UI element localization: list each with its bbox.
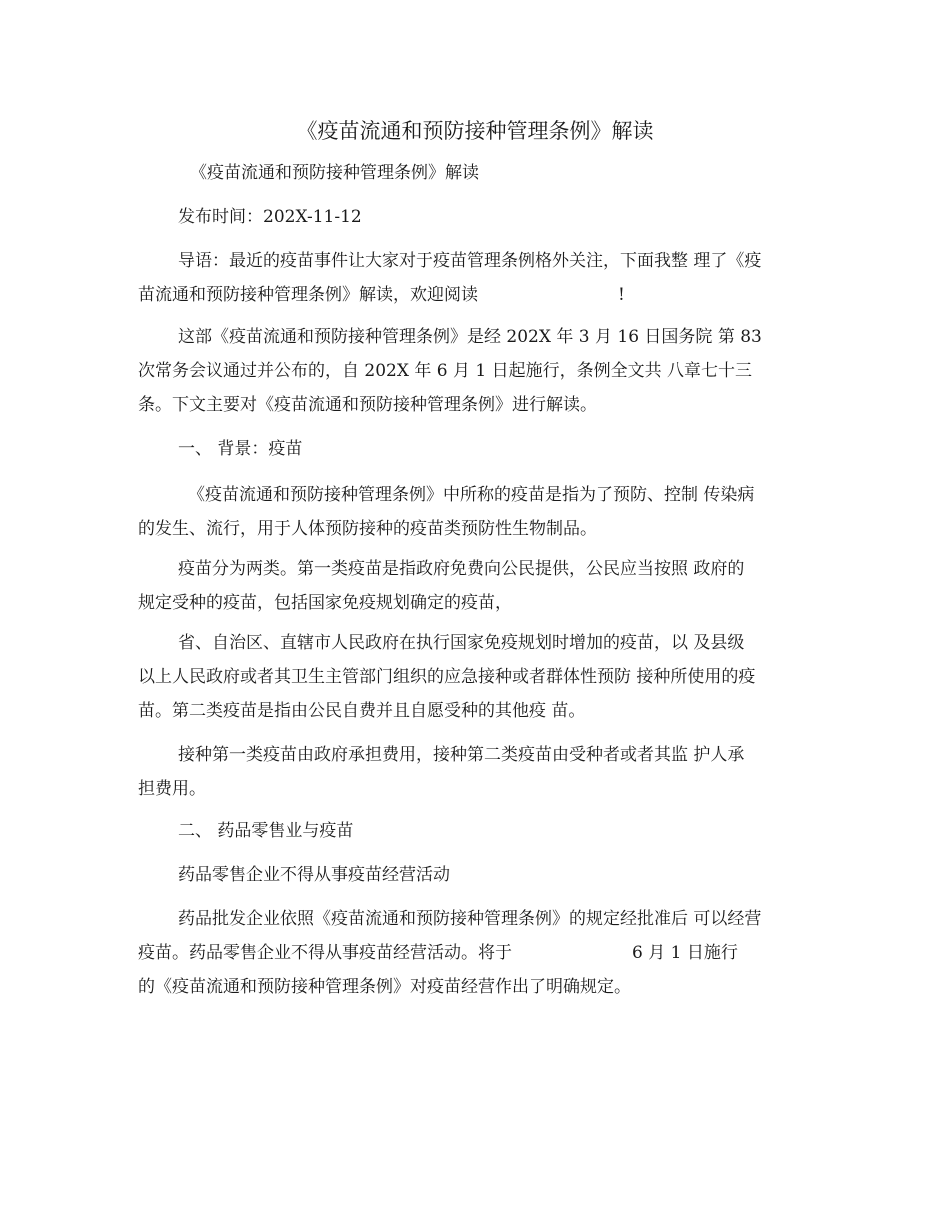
paragraph-7-line-2-end: 6 月 1 日施行 <box>632 943 738 963</box>
paragraph-7-line-2-text: 疫苗。药品零售企业不得从事疫苗经营活动。将于 <box>138 943 512 963</box>
paragraph-2-line-1: 《疫苗流通和预防接种管理条例》中所称的疫苗是指为了预防、控制 传染病 <box>188 485 755 505</box>
intro-exclamation: ! <box>618 285 625 305</box>
intro-paragraph <box>138 244 810 312</box>
paragraph-2-line-2: 的发生、流行，用于人体预防接种的疫苗类预防性生物制品。 <box>138 519 597 539</box>
paragraph-5 <box>138 738 810 806</box>
section-1-heading <box>138 432 810 466</box>
publish-time <box>138 200 810 234</box>
document-subtitle <box>138 156 810 190</box>
paragraph-1-line-1: 这部《疫苗流通和预防接种管理条例》是经 202X 年 3 月 16 日国务院 第 83 <box>178 327 762 347</box>
paragraph-3 <box>138 552 810 620</box>
intro-line-1: 导语：最近的疫苗事件让大家对于疫苗管理条例格外关注，下面我整 理了《疫 <box>178 251 762 271</box>
section-2-heading <box>138 814 810 848</box>
subtitle-line: 《疫苗流通和预防接种管理条例》解读 <box>190 163 479 183</box>
paragraph-7-line-3: 的《疫苗流通和预防接种管理条例》对疫苗经营作出了明确规定。 <box>138 977 631 997</box>
paragraph-5-line-1: 接种第一类疫苗由政府承担费用，接种第二类疫苗由受种者或者其监 护人承 <box>178 745 745 765</box>
paragraph-1-line-3: 条。下文主要对《疫苗流通和预防接种管理条例》进行解读。 <box>138 395 597 415</box>
paragraph-4-line-1: 省、自治区、直辖市人民政府在执行国家免疫规划时增加的疫苗，以 及县级 <box>178 633 745 653</box>
paragraph-7-line-2 <box>138 936 810 970</box>
paragraph-7 <box>138 902 810 1004</box>
paragraph-1-line-2: 次常务会议通过并公布的，自 202X 年 6 月 1 日起施行，条例全文共 八章七十三 <box>138 361 753 381</box>
paragraph-4 <box>138 626 810 728</box>
intro-line-2-text: 苗流通和预防接种管理条例》解读，欢迎阅读 <box>138 285 478 305</box>
paragraph-5-line-2: 担费用。 <box>138 779 206 799</box>
paragraph-4-line-3: 苗。第二类疫苗是指由公民自费并且自愿受种的其他疫 苗。 <box>138 701 586 721</box>
paragraph-3-line-2: 规定受种的疫苗，包括国家免疫规划确定的疫苗， <box>138 593 512 613</box>
section-1-heading-text: 一、 背景：疫苗 <box>178 439 303 459</box>
paragraph-3-line-1: 疫苗分为两类。第一类疫苗是指政府免费向公民提供，公民应当按照 政府的 <box>178 559 745 579</box>
publish-time-line: 发布时间：202X-11-12 <box>178 207 362 227</box>
paragraph-6 <box>138 858 810 892</box>
document-title: 《疫苗流通和预防接种管理条例》解读 <box>296 119 654 143</box>
paragraph-6-line: 药品零售企业不得从事疫苗经营活动 <box>178 865 450 885</box>
paragraph-1 <box>138 320 810 422</box>
paragraph-2 <box>138 478 810 546</box>
paragraph-7-line-1: 药品批发企业依照《疫苗流通和预防接种管理条例》的规定经批准后 可以经营 <box>178 909 762 929</box>
section-2-heading-text: 二、 药品零售业与疫苗 <box>178 821 354 841</box>
paragraph-4-line-2: 以上人民政府或者其卫生主管部门组织的应急接种或者群体性预防 接种所使用的疫 <box>138 667 756 687</box>
intro-line-2 <box>138 278 810 312</box>
